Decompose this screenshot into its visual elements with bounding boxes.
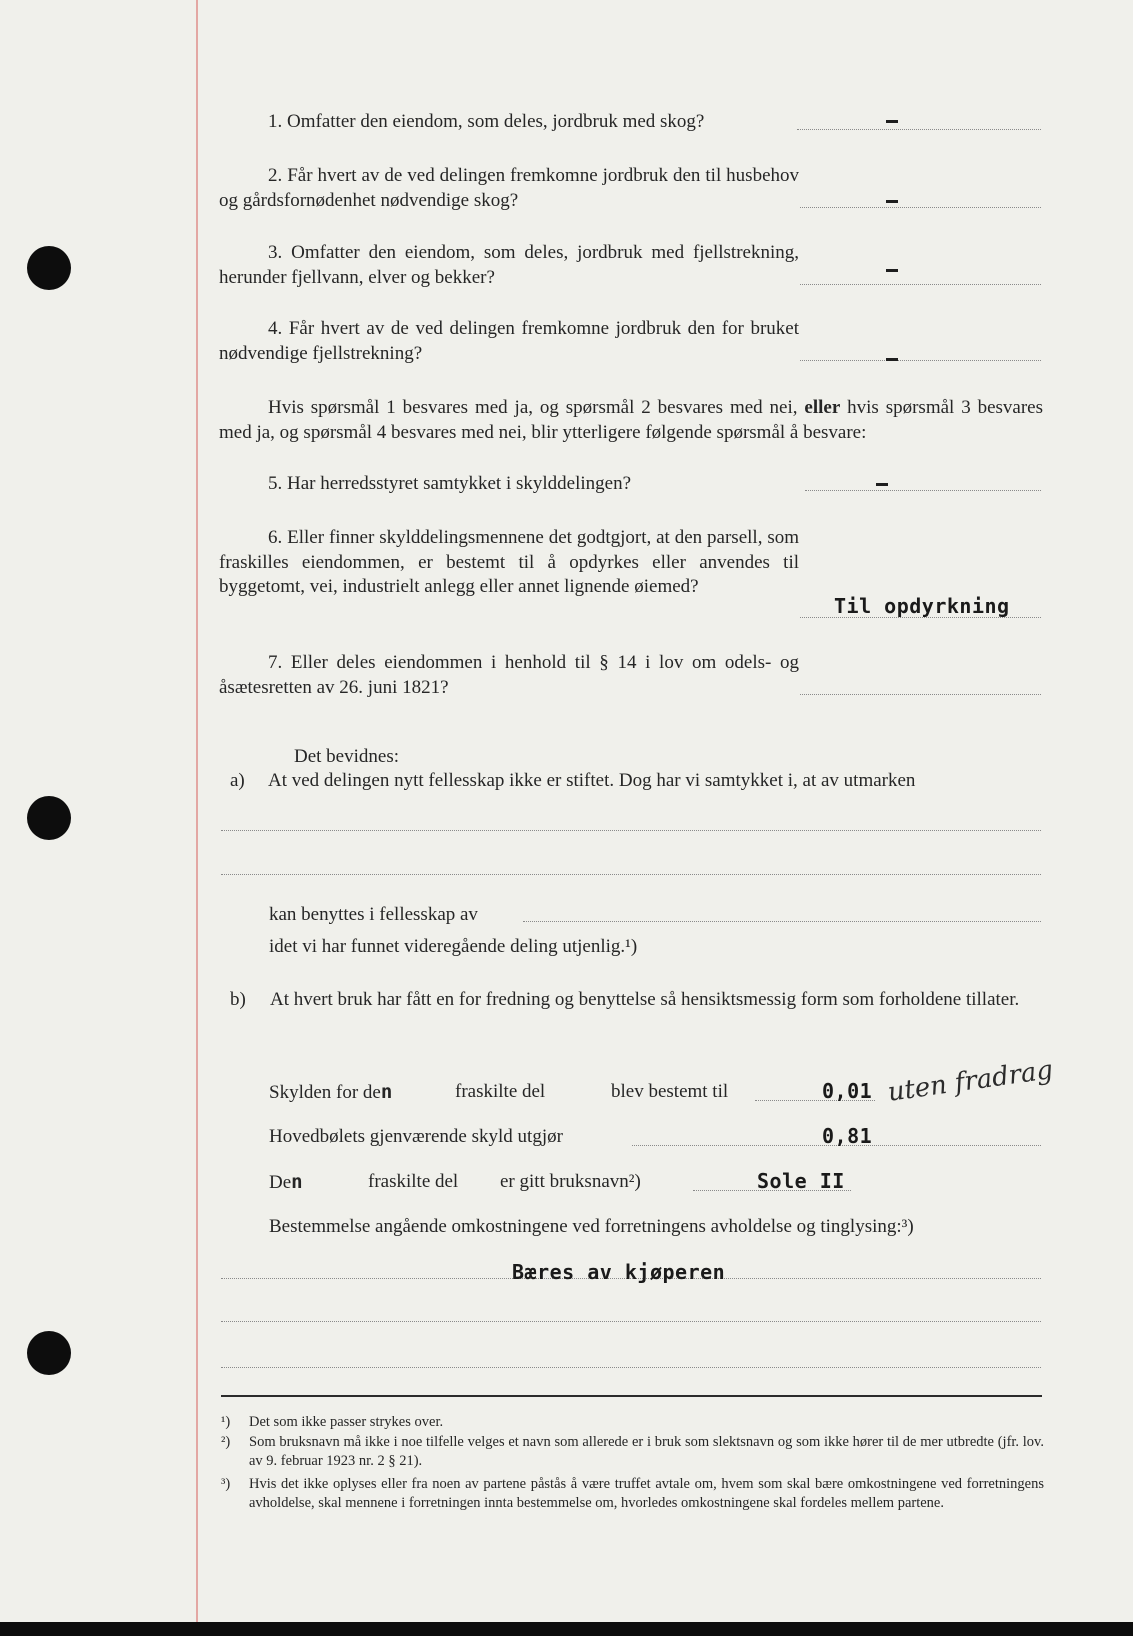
question-text: Omfatter den eiendom, som deles, jordbruk med skog? <box>287 111 705 132</box>
footnote <box>221 1413 1044 1433</box>
skyld-value: 0,01 <box>822 1079 873 1103</box>
blank-line <box>523 921 1041 922</box>
note-text: hvis spørsmål 3 besvares med ja, og spørsmål 4 besvares med nei, blir ytterligere følgende spørsmål å besvare: <box>219 397 1044 443</box>
question-number: 5. <box>268 473 283 494</box>
question-5 <box>219 472 799 497</box>
answer-dash <box>886 358 898 361</box>
question-number: 6. <box>268 527 283 548</box>
answer-line <box>800 694 1041 695</box>
question-text: Får hvert av de ved delingen fremkomne jordbruk den til husbehov og gårdsfornødenhet nødvendige skog? <box>219 165 800 211</box>
answer-dash <box>886 120 898 123</box>
skyld-line-1-label <box>269 1080 392 1106</box>
footnote-number: ³) <box>221 1476 231 1492</box>
remaining-skyld-value: 0,81 <box>822 1124 873 1148</box>
punch-hole <box>27 1331 71 1375</box>
label-text: De <box>269 1172 292 1193</box>
blank-line <box>221 874 1041 875</box>
footnote-text: Hvis det ikke oplyses eller fra noen av partene påstås å være truffet avtale om, hvem som skal bære omkostningene ved forretningens avholdelse, skal mennene i forretningen innta bestemmelse om, hvorledes omkostningene skal fordeles mellem partene. <box>249 1476 1044 1511</box>
answer-line <box>800 207 1041 208</box>
footnote-number: ²) <box>221 1434 231 1450</box>
scan-border <box>0 1622 1133 1636</box>
question-number: 4. <box>268 318 283 339</box>
note-emphasis: eller <box>804 397 841 418</box>
answer-line <box>805 490 1041 491</box>
skyld-line-3-label <box>269 1170 303 1196</box>
typed-letter: n <box>291 1171 303 1193</box>
question-text: Får hvert av de ved delingen fremkomne jordbruk den for bruket nødvendige fjellstrekning? <box>219 318 799 364</box>
question-text: Eller deles eiendommen i henhold til § 14 i lov om odels- og åsætesretten av 26. juni 1821? <box>219 652 800 698</box>
question-text: Eller finner skylddelingsmennene det godtgjort, at den parsell, som fraskilles eiendommen, er bestemt til å opdyrkes eller anvendes til byggetomt, vei, industrielt anlegg eller annet lignende øiemed? <box>219 527 800 597</box>
answer-line <box>800 360 1041 361</box>
blank-line <box>221 1367 1041 1368</box>
label-text: fraskilte del <box>455 1081 546 1102</box>
question-2 <box>219 164 799 213</box>
margin-line <box>196 0 198 1622</box>
footnote-text: Det som ikke passer strykes over. <box>249 1414 444 1430</box>
typed-answer: Til opdyrkning <box>834 594 1010 618</box>
question-text: Har herredsstyret samtykket i skylddelingen? <box>287 473 632 494</box>
handwritten-note: uten fradrag <box>885 1054 1055 1108</box>
label-text: fraskilte del <box>368 1171 459 1192</box>
question-4 <box>219 317 799 366</box>
farm-name-value: Sole II <box>757 1169 845 1193</box>
question-6 <box>219 526 799 600</box>
clause-label: b) <box>230 989 246 1010</box>
question-text: Omfatter den eiendom, som deles, jordbruk med fjellstrekning, herunder fjellvann, elver og bekker? <box>219 242 800 288</box>
blank-line <box>221 1321 1041 1322</box>
footnote <box>221 1433 1044 1473</box>
question-1 <box>219 110 819 135</box>
footnote-rule <box>221 1395 1042 1397</box>
answer-line <box>797 129 1041 130</box>
answer-line <box>800 284 1041 285</box>
punch-hole <box>27 796 71 840</box>
costs-label: Bestemmelse angående omkostningene ved forretningens avholdelse og tinglysing:³) <box>269 1216 914 1237</box>
clause-b-text <box>270 988 1042 1013</box>
question-number: 1. <box>268 111 283 132</box>
answer-dash <box>886 269 898 272</box>
label-text: er gitt bruksnavn²) <box>500 1171 641 1192</box>
answer-dash <box>876 483 888 486</box>
further-division-text: idet vi har funnet videregående deling utjenlig.¹) <box>269 936 638 957</box>
footnote-number: ¹) <box>221 1414 231 1430</box>
question-number: 3. <box>268 242 283 263</box>
question-7 <box>219 651 799 700</box>
label-text: Skylden for de <box>269 1082 381 1103</box>
clause-a-text: At ved delingen nytt fellesskap ikke er stiftet. Dog har vi samtykket i, at av utmarken <box>268 770 916 791</box>
clause-b-body: At hvert bruk har fått en for fredning og benyttelse så hensiktsmessig form som forholdene tillater. <box>270 989 1020 1010</box>
shared-use-label: kan benyttes i fellesskap av <box>269 904 478 925</box>
footnote <box>221 1475 1044 1535</box>
question-number: 7. <box>268 652 283 673</box>
label-text: Hovedbølets gjenværende skyld utgjør <box>269 1126 563 1147</box>
costs-value: Bæres av kjøperen <box>512 1260 726 1284</box>
attest-heading: Det bevidnes: <box>294 746 400 767</box>
footnote-text: Som bruksnavn må ikke i noe tilfelle velges et navn som allerede er i bruk som slektsnavn og som ikke hører til de mer utbredte (jfr. lov. av 9. februar 1923 nr. 2 § 21). <box>249 1434 1044 1469</box>
note-text: Hvis spørsmål 1 besvares med ja, og spørsmål 2 besvares med nei, <box>268 397 798 418</box>
answer-dash <box>886 200 898 203</box>
clause-label: a) <box>230 770 245 791</box>
question-number: 2. <box>268 165 283 186</box>
conditional-note <box>219 396 1043 445</box>
blank-line <box>221 830 1041 831</box>
label-text: blev bestemt til <box>611 1081 729 1102</box>
question-3 <box>219 241 799 290</box>
typed-letter: n <box>380 1081 393 1103</box>
punch-hole <box>27 246 71 290</box>
